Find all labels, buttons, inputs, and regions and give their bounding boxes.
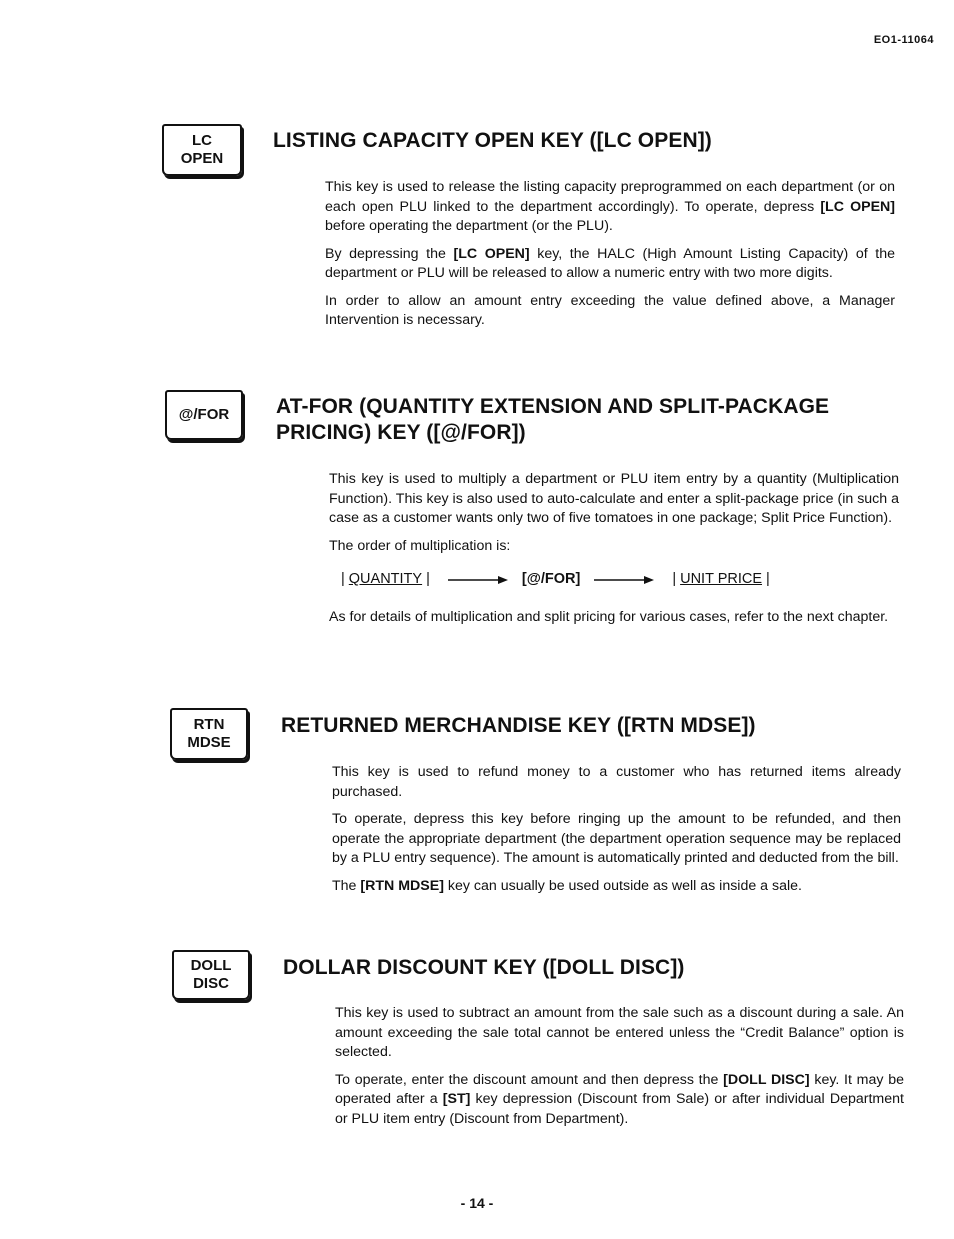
key-label-line2: OPEN	[180, 150, 224, 167]
key-label-line1: @/FOR	[178, 406, 230, 423]
paragraph: The order of multiplication is:	[329, 537, 511, 554]
arrow-right-icon	[594, 575, 654, 585]
key-label-line1: DOLL	[190, 957, 232, 974]
section-body-at-for	[329, 470, 899, 635]
lc-open-key-icon	[162, 124, 242, 176]
key-label-line1: LC	[192, 132, 212, 149]
quantity-label: QUANTITY	[348, 571, 423, 587]
paragraph: This key is used to release the listing capacity preprogrammed on each department (or on each open PLU linked to the department accordingly). To operate, depress [LC OPEN] before operating the department (or the PLU).	[325, 179, 895, 234]
doll-disc-key-icon	[172, 950, 250, 1000]
paragraph: This key is used to subtract an amount from the sale such as a discount during a sale. An amount exceeding the sale total cannot be entered unless the “Credit Balance” option is selected.	[335, 1005, 904, 1060]
section-title-at-for: AT-FOR (QUANTITY EXTENSION AND SPLIT-PACKAGE PRICING) KEY ([@/FOR])	[276, 395, 830, 444]
at-for-key-label: [@/FOR]	[521, 571, 581, 587]
document-id: EO1-11064	[873, 34, 934, 46]
paragraph: As for details of multiplication and split pricing for various cases, refer to the next chapter.	[329, 608, 889, 625]
section-body-doll-disc	[335, 1004, 904, 1137]
paragraph: In order to allow an amount entry exceeding the value defined above, a Manager Intervention is necessary.	[325, 292, 895, 328]
paragraph: By depressing the [LC OPEN] key, the HALC (High Amount Listing Capacity) of the department or PLU will be released to allow a numeric entry with two more digits.	[325, 245, 896, 281]
section-title-doll-disc: DOLLAR DISCOUNT KEY ([DOLL DISC])	[283, 956, 685, 979]
paragraph: The [RTN MDSE] key can usually be used outside as well as inside a sale.	[332, 877, 802, 894]
unit-price-label: UNIT PRICE	[680, 571, 763, 587]
key-label-line2: MDSE	[187, 734, 231, 751]
section-title-lc-open: LISTING CAPACITY OPEN KEY ([LC OPEN])	[273, 129, 712, 152]
key-label-line1: RTN	[193, 716, 225, 733]
key-label-line2: DISC	[193, 975, 229, 992]
section-body-lc-open	[325, 178, 895, 339]
section-title-rtn-mdse: RETURNED MERCHANDISE KEY ([RTN MDSE])	[281, 714, 756, 737]
page-number: - 14 -	[460, 1195, 494, 1211]
paragraph: To operate, depress this key before ringing up the amount to be refunded, and then operate the appropriate department (the department operation sequence may be replaced by a PLU entry sequence). The amount is automatically printed and deducted from the bill.	[332, 811, 901, 866]
at-for-key-icon	[165, 390, 243, 440]
section-body-rtn-mdse	[332, 763, 901, 904]
multiplication-sequence: | QUANTITY | [@/FOR] | UNIT PRICE |	[337, 570, 899, 590]
paragraph: This key is used to multiply a department or PLU item entry by a quantity (Multiplication Function). This key is also used to auto-calculate and enter a split-package price (in such a case as a customer wants only two of five tomatoes in one package; Split Price Function).	[329, 471, 899, 526]
arrow-right-icon	[448, 575, 508, 585]
paragraph: This key is used to refund money to a customer who has returned items already purchased.	[332, 764, 901, 800]
paragraph: To operate, enter the discount amount and then depress the [DOLL DISC] key. It may be operated after a [ST] key depression (Discount from Sale) or after individual Department or PLU item entry (Discount from Department).	[335, 1071, 905, 1127]
rtn-mdse-key-icon	[170, 708, 248, 760]
